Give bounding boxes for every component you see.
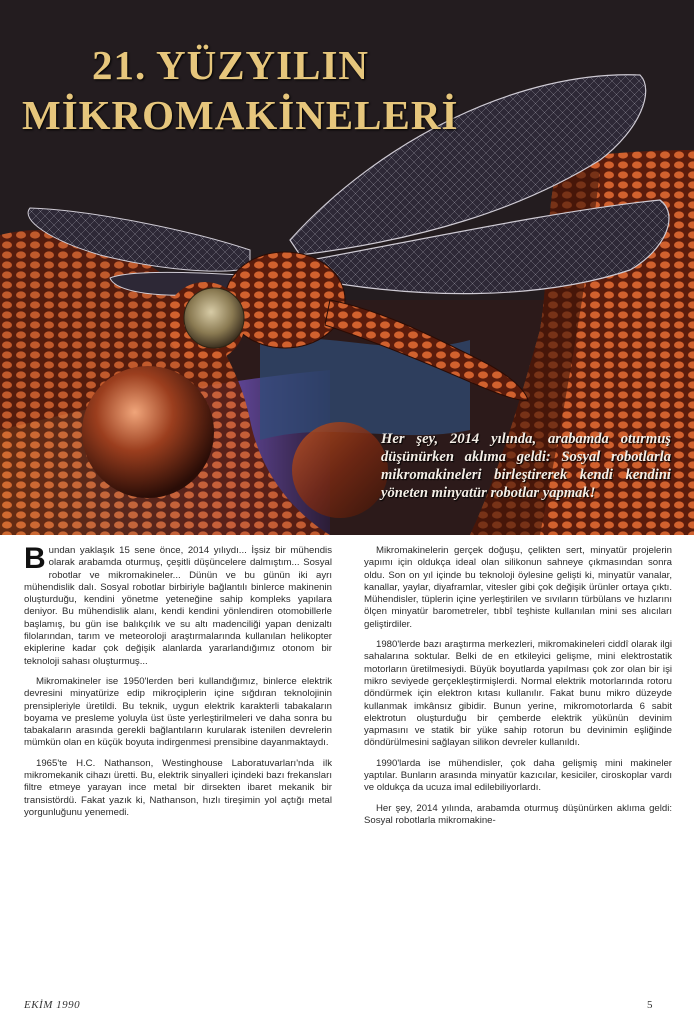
drop-cap: B [24, 542, 46, 575]
title-line-1: 21. YÜZYILIN [92, 42, 370, 88]
paragraph [24, 542, 332, 668]
paragraph: Mikromakinelerin gerçek doğuşu, çelikten sert, minyatür projelerin yapımı için oldukça ideal olan silikonun sahneye çıkmasından sonra oldu. Son on yıl içinde bu teknoloji öylesine gelişti ki, minyatür vanalar, kanallar, yaylar, diyaframlar, vitesler gibi çok değişik ürünler ortaya çıktı. Mühendisler, tüplerin içine yerleştirilen ve sıvıların türbülans ve hızlarını ölçen minyatür barometreler, tıbbî teşhiste kullanılan mini ses alıcıları geliştirdiler. [364, 545, 672, 630]
paragraph: 1990'larda ise mühendisler, çok daha gelişmiş mini makineler yaptılar. Bunların arasında minyatür kazıcılar, kesiciler, ciroskoplar vardı ve oldukça da ucuza imal edilebiliyorlardı. [364, 757, 672, 794]
pull-quote-caption: Her şey, 2014 yılında, arabamda oturmuş düşünürken aklıma geldi: Sosyal robotlarla mikromakineleri birleştirerek kendi kendini yöneten minyatür robotlar yapmak! [381, 431, 671, 501]
article-body [24, 542, 672, 985]
issue-date: EKİM 1990 [24, 999, 81, 1011]
column-right [364, 545, 672, 835]
paragraph: 1965'te H.C. Nathanson, Westinghouse Laboratuvarları'nda ilk mikromekanik cihazı üretti. Bu, elektrik sinyalleri içindeki bazı frekansları filtre etmeye yarayan ince metal bir dirsekten ibaret mekanik bir transistördü. Fakat yazık ki, Nathanson, hızlı tireşimin yol açtığı metal yorgunluğunu yenemedi. [24, 757, 332, 818]
column-left [24, 542, 332, 827]
page-number: 5 [647, 999, 653, 1011]
paragraph: Mikromakineler ise 1950'lerden beri kullandığımız, binlerce elektrik devresini minyatürize edip mikroçiplerin içine sığdıran teknolojinin prensipleriyle üretildi. Bu teknik, uygun elektrik karakterli tabakaların boyama ve presleme yoluyla üst üste yerleştirilmeleri ve daha sonra bu tabakaların arasında gerekli bağlantıların kurularak istenilen devrelerin mümkün olan en küçük boyuta indirgenmesi prensibine dayanmaktaydı. [24, 675, 332, 749]
paragraph: Her şey, 2014 yılında, arabamda oturmuş düşünürken aklıma geldi: Sosyal robotlarla mikromakine- [364, 802, 672, 826]
article-title [22, 40, 482, 140]
title-line-2: MİKROMAKİNELERİ [22, 92, 459, 138]
paragraph-text: undan yaklaşık 15 sene önce, 2014 yılıydı... İşsiz bir mühendis olarak arabamda oturmuş, çeşitli düşüncelere dalmıştım... Sosyal robotlar ve mikromakineler... Dünün ve bu günün iki ayrı mühendislik dalı. Sosyal robotlar birbiriyle bağlantılı binlerce makinenin oluşturduğu, kendini yönetme yeteneğine sahip kompleks yapılara deniyor. Bu mühendislik alanı, kendi kendini yönlendiren otomobillerle başlamış, bu gün ise balıkçılık ve su altı madenciliği yapan denizaltı filolarından, tarım ve meteoroloji araştırmalarında kullanılan helikopter ekiplerine kadar çok değişik alanlarda yararlandığımız otonom bir teknoloji sahası oluşturmuş... [24, 545, 332, 667]
paragraph: 1980'lerde bazı araştırma merkezleri, mikromakineleri ciddî olarak ilgi sahalarına soktular. Belki de en etkileyici gelişme, mini elektrostatik motorların üretilmesiydi. Büyük boyutlarda yapılması çok zor olan bir işi mikro seviyede gerçekleştirmişlerdi. Normal elektrik motorlarında rotoru döndürmek için elektron kıtası kullanılır. Fakat bunu mikro düzeyde kullanmak imkânsız gibidir. Bunun yerine, mikromotorlarda 6 sabit elektrotun oluşturduğu bir çemberde elektrik yükünün devinim yapmasını ve statik bir yüke sahip rotorun bu devinimin eşliğinde döndürülmesini sağlayan silikon devreler kullanıldı. [364, 639, 672, 749]
